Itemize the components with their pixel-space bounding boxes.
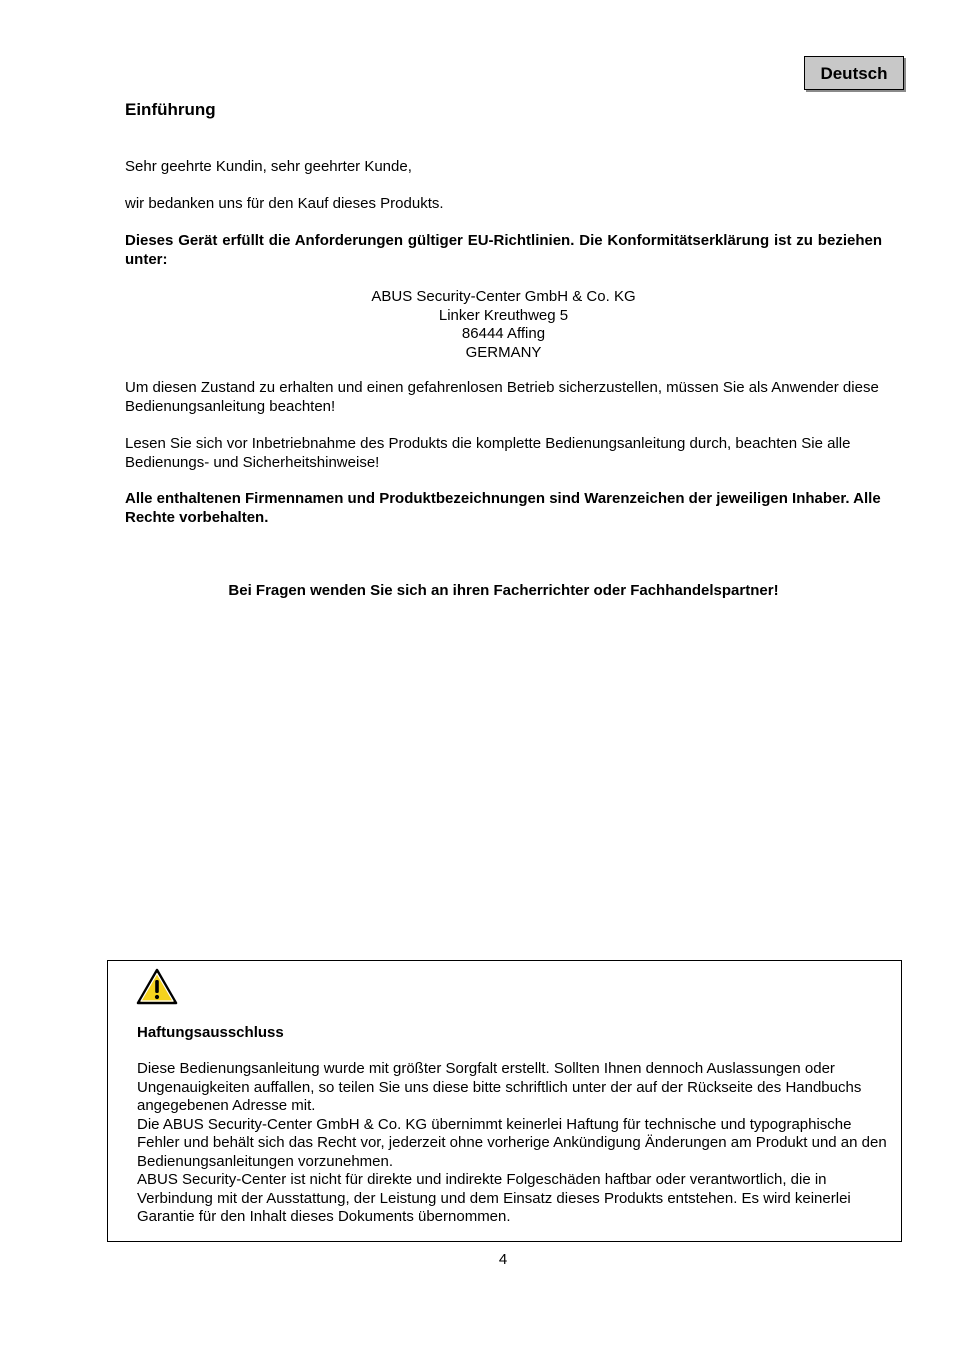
address-street: Linker Kreuthweg 5 <box>438 306 569 324</box>
read-manual-text: Lesen Sie sich vor Inbetriebnahme des Produkts die komplette Bedienungsanleitung durch, beachten Sie alle Bedienungs- und Sicherheitshinweise! <box>125 435 851 471</box>
address-block <box>125 288 882 362</box>
disclaimer-paragraph: ABUS Security-Center ist nicht für direkte und indirekte Folgeschäden haftbar oder verantwortlich, die in Verbindung mit der Ausstattung, der Leistung und dem Einsatz dieses Produkts entstehen. Es wird keinerlei Garantie für den Inhalt dieses Dokuments übernommen. <box>137 1171 851 1225</box>
page-number: 4 <box>498 1251 508 1268</box>
maintain-text: Um diesen Zustand zu erhalten und einen gefahrenlosen Betrieb sicherzustellen, müssen Sie als Anwender diese Bedienungsanleitung beachten! <box>125 379 879 415</box>
thanks-text: wir bedanken uns für den Kauf dieses Produkts. <box>125 195 444 212</box>
disclaimer-paragraph: Die ABUS Security-Center GmbH & Co. KG übernimmt keinerlei Haftung für technische und typographische Fehler und behält sich das Recht vor, jederzeit ohne vorherige Ankündigung Änderungen am Produkt und an den Bedienungsanleitungen vorzunehmen. <box>137 1115 887 1170</box>
conformity-text: Dieses Gerät erfüllt die Anforderungen gültiger EU-Richtlinien. Die Konformitätserklärung ist zu beziehen unter: <box>125 232 882 268</box>
address-country: GERMANY <box>465 343 542 361</box>
disclaimer-body <box>137 1060 889 1227</box>
section-heading: Einführung <box>125 100 216 119</box>
address-company: ABUS Security-Center GmbH & Co. KG <box>371 288 636 305</box>
language-tab: Deutsch <box>804 56 904 90</box>
greeting-text: Sehr geehrte Kundin, sehr geehrter Kunde, <box>125 158 412 175</box>
questions-notice: Bei Fragen wenden Sie sich an ihren Facherrichter oder Fachhandelspartner! <box>228 582 779 599</box>
disclaimer-paragraph: Diese Bedienungsanleitung wurde mit größter Sorgfalt erstellt. Sollten Ihnen dennoch Auslassungen oder Ungenauigkeiten auffallen, so teilen Sie uns diese bitte schriftlich unter der auf der Rückseite des Handbuchs angegebenen Adresse mit. <box>137 1060 862 1114</box>
disclaimer-title: Haftungsausschluss <box>137 1024 284 1041</box>
warning-triangle-icon <box>136 968 178 1006</box>
trademarks-text: Alle enthaltenen Firmennamen und Produktbezeichnungen sind Warenzeichen der jeweiligen Inhaber. Alle Rechte vorbehalten. <box>125 490 881 526</box>
address-city: 86444 Affing <box>461 325 546 342</box>
